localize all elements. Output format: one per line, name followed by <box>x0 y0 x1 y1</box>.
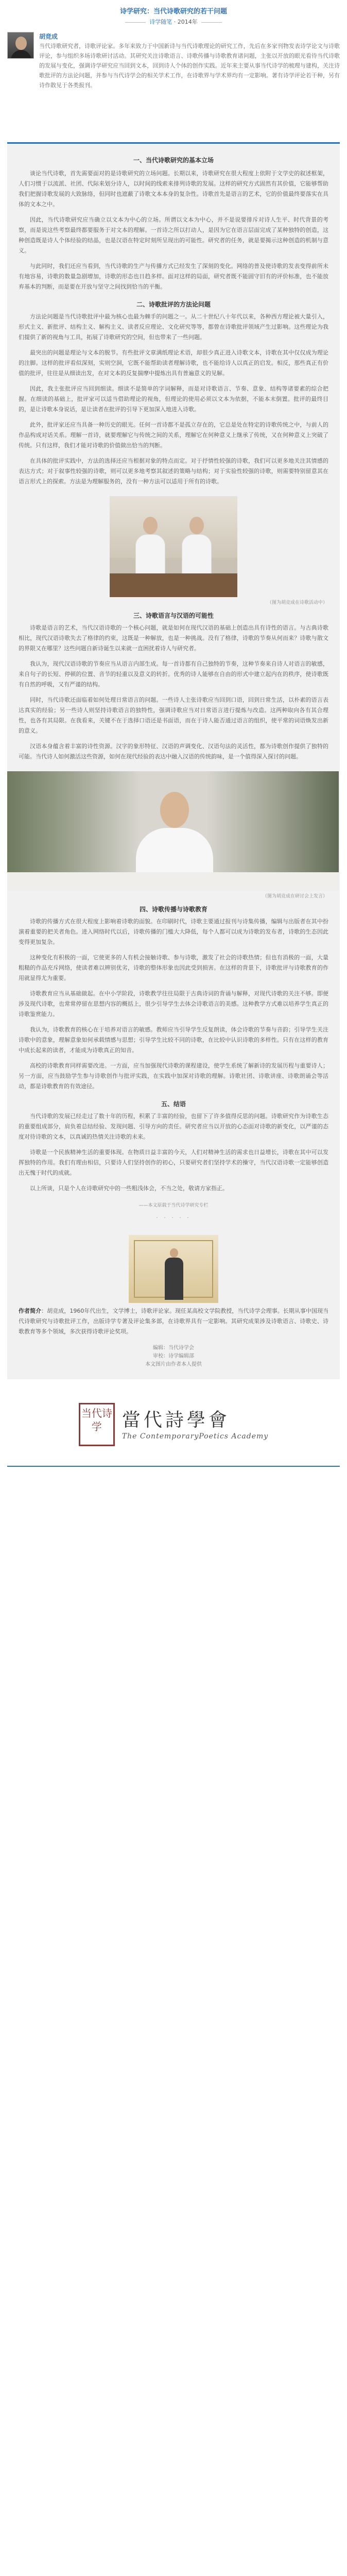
editor-line: 编辑：当代诗学会 <box>153 1345 194 1351</box>
paragraph: 方法论问题是当代诗歌批评中最为核心也最为棘手的问题之一。从二十世纪八十年代以来，各种西方理论被大量引入，形式主义、新批评、结构主义、解构主义、读者反应理论、文化研究等等，都曾在诗歌批评领域产生过影响。这些理论为我们提供了新的视角与工具，拓展了诗歌研究的空间，但也带来了一些问题。 <box>19 313 328 341</box>
section-title: 四、诗歌传播与诗歌教育 <box>139 906 207 913</box>
article-date: 2014年 <box>177 19 198 25</box>
author-bio: 当代诗歌研究者，诗歌评论家。多年来致力于中国新诗与当代诗歌理论的研究工作，先后在多家刊物发表诗学论文与诗歌评论，参与组织多场诗歌研讨活动。其研究关注诗歌语言、诗歌传播与诗歌教育诸问题，主张以开放的眼光看待当代诗歌的发展与变化，强调诗学研究应当回到文本，回到诗人个体的创作实践。近年来主要从事当代诗学的梳理与建构，关注诗歌批评的方法论问题，并参与当代诗学会的相关学术工作，在诗歌界与学术界均有一定影响。著有诗学评论若干种，另有诗作散见于各类报刊。 <box>39 43 340 89</box>
paragraph: 诗歌的传播方式在很大程度上影响着诗歌的面貌。在印刷时代，诗歌主要通过报刊与诗集传播，编辑与出版者在其中扮演着重要的把关者角色。进入网络时代以后，诗歌传播的门槛大大降低，每个人都可以成为诗歌的发布者，诗歌的生态因此变得更加复杂。 <box>19 918 328 945</box>
author-bio-box: 作者简介：胡竞成，1960年代出生，文学博士，诗歌评论家。现任某高校文学院教授，当代诗学会理事。长期从事中国现当代诗歌研究与诗歌批评工作，出版诗学专著及评论集多部，在诗歌界具有一定影响。其研究成果涉及诗歌语言、诗歌史、诗歌教育等多个领域，多次获得诗歌评论奖项。 <box>19 1308 329 1335</box>
paragraph: 高校的诗歌教育同样需要改进。一方面，应当加强现代诗歌的课程建设，使学生系统了解新诗的发展历程与重要诗人；另一方面，应当鼓励学生参与诗歌创作与批评实践，在实践中加深对诗歌的理解。诗歌社团、诗歌讲座、诗歌朗诵会等活动，都是诗歌教育的有效途径。 <box>19 1062 328 1090</box>
paragraph: 我认为，现代汉语诗歌的节奏应当从语言内部生成。每一首诗都有自己独特的节奏，这种节奏来自诗人对语言的敏感，来自句子的长短、停顿的位置、音节的轻重以及意义的转折。优秀的诗人能够在自由的形式中建立起内在的秩序，使诗歌既有自然的呼吸，又有严谨的结构。 <box>19 660 328 688</box>
article-tag[interactable]: 诗学随笔 <box>149 19 172 25</box>
source-note: ——本文原载于当代诗学研究专栏 <box>138 1203 209 1208</box>
section-title: 三、诗歌语言与汉语的可能性 <box>133 612 214 619</box>
paragraph: 因此，当代诗歌研究应当确立以文本为中心的立场。所谓以文本为中心，并不是说要排斥对诗人生平、时代背景的考察，而是说这些考察最终都要服务于对文本的理解。一首诗之所以打动人，是因为它在语言层面完成了某种独特的创造，这种创造既是诗人个体经验的结晶，也是汉语在特定时刻所呈现出的可能性。研究者的任务，就是要揭示这种创造的机制与意义。 <box>19 216 328 254</box>
logo-english: The ContemporaryPoetics Academy <box>122 1432 269 1440</box>
photo-conference <box>7 771 339 891</box>
paragraph: 与此同时，我们还应当看到，当代诗歌的生产与传播方式已经发生了深刻的变化。网络的普及使诗歌的发表变得前所未有地容易，诗歌的数量急剧增加，诗歌的形态也日趋多样。面对这样的局面，研究者既不能固守旧有的评价标准，也不能放弃基本的判断，而是要在开放与坚守之间找到恰当的平衡。 <box>19 263 328 290</box>
section-3 <box>19 608 328 762</box>
avatar <box>7 32 34 59</box>
author-bio-label: 作者简介 <box>19 1308 42 1314</box>
paragraph: 我认为，诗歌教育的核心在于培养对语言的敏感。教师应当引导学生反复朗读，体会诗歌的节奏与音韵；引导学生关注诗歌中的意象，理解意象如何承载情感与思想；引导学生比较不同的诗歌，在比较中认识诗歌的多样性。只有在这样的教育中成长起来的读者，才能成为诗歌真正的知音。 <box>19 1026 328 1054</box>
paragraph: 这种变化有积极的一面，它使更多的人有机会接触诗歌、参与诗歌，激发了社会的诗歌热情；但也有消极的一面，大量粗糙的作品充斥网络，使读者难以辨别优劣，诗歌的整体形象也因此受到损害。在这样的背景下，诗歌批评与诗歌教育的作用就显得尤为重要。 <box>19 954 328 981</box>
article-body <box>7 144 340 1379</box>
section-1 <box>19 153 328 292</box>
paragraph: 诗歌是一个民族精神生活的重要体现。在物质日益丰富的今天，人们对精神生活的需求也日益增长，诗歌在其中可以发挥独特的作用。我们有理由相信，只要诗人们坚持创作的初心，只要研究者们坚持学术的操守，当代汉语诗歌一定能够创造出无愧于时代的成就。 <box>19 1149 328 1176</box>
section-5 <box>19 1097 328 1194</box>
section-title: 一、当代诗歌研究的基本立场 <box>133 157 214 164</box>
section-title: 二、诗歌批评的方法论问题 <box>136 301 211 308</box>
article-meta: 诗学随笔 · 2014年 <box>0 18 347 27</box>
paragraph: 因此，我主张批评应当回到细读。细读不是简单的字词解释，而是对诗歌语言、节奏、意象、结构等诸要素的综合把握。在细读的基础上，批评家可以适当借助理论的视角，但理论的使用必须以文本为依据，不能本末倒置。批评的最终目的，是让诗歌本身说话，是让读者在批评的引导下更加深入地进入诗歌。 <box>19 385 328 413</box>
section-title: 五、结语 <box>161 1100 186 1108</box>
article-title: 诗学研究：当代诗歌研究的若干问题 <box>119 8 227 15</box>
author-bio-text: 胡竞成，1960年代出生，文学博士，诗歌评论家。现任某高校文学院教授，当代诗学会理事。长期从事中国现当代诗歌研究与诗歌批评工作，出版诗学专著及评论集多部，在诗歌界具有一定影响。其研究成果涉及诗歌语言、诗歌史、诗歌教育等多个领域，多次获得诗歌评论奖项。 <box>19 1308 329 1335</box>
paragraph: 汉语本身蕴含着丰富的诗性资源。汉字的象形特征、汉语的声调变化、汉语句法的灵活性，都为诗歌创作提供了独特的可能。当代诗人如何激活这些资源，如何在现代经验的表达中融入汉语的传统韵味，是一个值得深入探讨的问题。 <box>19 743 328 760</box>
editor-line: 审校：诗学编辑部 <box>153 1353 194 1359</box>
paragraph: 最突出的问题是理论与文本的脱节。有些批评文章满纸理论术语，却很少真正进入诗歌文本，诗歌在其中仅仅成为理论的注脚。这样的批评看似深刻，实则空洞，它既不能帮助读者理解诗歌，也不能给诗人以真正的启发。相反，那些真正有价值的批评，往往是从细读出发，在对文本的反复揣摩中提炼出具有普遍意义的见解。 <box>19 349 328 377</box>
editor-line: 本文图片由作者本人提供 <box>145 1362 202 1367</box>
section-4 <box>19 902 328 1092</box>
photo-caption: （图为胡竞成在研讨会上发言） <box>262 894 327 899</box>
section-2 <box>19 297 328 487</box>
photo-caption: （图为胡竞成在诗歌活动中） <box>267 600 327 605</box>
paragraph: 当代诗歌的发展已经走过了数十年的历程，积累了丰富的经验，也留下了许多值得反思的问题。诗歌研究作为诗歌生态的重要组成部分，肩负着总结经验、发现问题、引导方向的责任。研究者应当以开放的心态面对诗歌的新变化，以严谨的态度对待诗歌的文本，以真诚的热情关注诗歌的未来。 <box>19 1113 328 1140</box>
author-profile <box>7 32 340 135</box>
editor-credits <box>19 1344 328 1369</box>
paragraph: 诗歌教育应当从基础做起。在中小学阶段，诗歌教学往往局限于古典诗词的背诵与解释，对现代诗歌的关注不够。即便涉及现代诗歌，也常常停留在思想内容的概括上，很少引导学生去体会诗歌语言的美感。这种教学方式难以培养学生真正的诗歌鉴赏能力。 <box>19 990 328 1018</box>
footer-divider <box>7 1466 340 1467</box>
seal-icon: 当代诗学 <box>79 1403 115 1446</box>
photo-portrait <box>110 496 237 597</box>
logo-chinese: 當代詩學會 <box>122 1410 230 1431</box>
separator: · · · · · <box>156 1214 191 1221</box>
paragraph: 以上所谈，只是个人在诗歌研究中的一些粗浅体会，不当之处，敬请方家指正。 <box>30 1185 228 1192</box>
author-name: 胡竞成 <box>39 33 58 40</box>
paragraph: 同时，当代诗歌还面临着如何处理日常语言的问题。一些诗人主张诗歌应当回到口语，回到日常生活，以朴素的语言表达真实的经验；另一些诗人则坚持诗歌语言的独特性，强调诗歌应当对日常语言进行提炼与改造。这两种取向各有其合理性，也各有其局限。在我看来，关键不在于选择口语还是书面语，而在于诗人能否通过语言的组织，使平常的词语焕发出新的意义。 <box>19 697 328 734</box>
paragraph: 在具体的批评实践中，方法的选择还应当根据对象的特点而定。对于抒情性较强的诗歌，我们可以更多地关注其情感的表达方式；对于叙事性较强的诗歌，则可以更多地考察其叙述的策略与结构；对于实验性较强的诗歌，则需要特别留意其在语言形式上的探索。方法是为理解服务的，没有一种方法可以适用于所有的诗歌。 <box>19 457 328 485</box>
photo-author <box>129 1235 218 1303</box>
paragraph: 谈论当代诗歌，首先需要面对的是诗歌研究的立场问题。长期以来，诗歌研究在很大程度上依附于文学史的叙述框架，人们习惯于以流派、社团、代际来划分诗人，以时间的线索来排列诗歌的发展。这样的研究方式固然有其价值，它能够帮助我们把握诗歌发展的大致脉络，但同时也遮蔽了诗歌文本本身的复杂性。诗歌首先是语言的艺术，它的价值最终要落实在具体的文本之中。 <box>19 170 328 208</box>
academy-logo <box>0 1388 347 1461</box>
paragraph: 此外，批评家还应当具备一种历史的眼光。任何一首诗都不是孤立存在的，它总是处在特定的诗歌传统之中，与前人的作品构成对话关系。理解一首诗，就要理解它与传统之间的关系，理解它在何种意义上继承了传统，又在何种意义上突破了传统。只有这样，我们才能对诗歌的价值做出恰当的判断。 <box>19 421 328 449</box>
paragraph: 诗歌是语言的艺术，当代汉语诗歌的一个核心问题，就是如何在现代汉语的基础上创造出具有诗性的语言。与古典诗歌相比，现代汉语诗歌失去了格律的约束，这既是一种解放，也是一种挑战。没有了格律，诗歌的节奏从何而来？诗歌与散文的界限又在哪里？这些问题自新诗诞生以来就一直困扰着诗人与研究者。 <box>19 624 328 652</box>
